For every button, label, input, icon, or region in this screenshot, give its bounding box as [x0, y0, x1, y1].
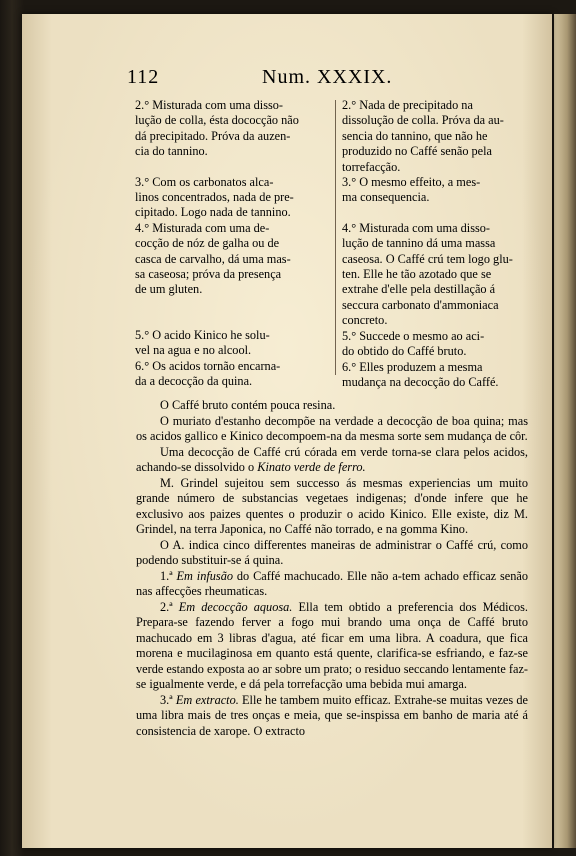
main-text: [136, 398, 528, 739]
column-divider: [335, 100, 336, 375]
left-line: lução de colla, ésta dococção não: [135, 113, 299, 128]
paragraph: O Caffé bruto contém pouca resina.: [160, 398, 336, 412]
right-line: do obtido do Caffé bruto.: [342, 344, 467, 359]
right-line: seccura carbonato d'ammoniaca: [342, 297, 499, 312]
right-line: dissolução de colla. Próva da au-: [342, 113, 504, 128]
left-line: linos concentrados, nada de pre-: [135, 190, 294, 205]
page-number: 112: [127, 66, 160, 88]
paragraph: [136, 445, 528, 476]
left-line: sa caseosa; próva da presença: [135, 267, 282, 282]
left-line: 5.° O acido Kinico he solu-: [135, 327, 270, 342]
left-spacer: [135, 313, 330, 328]
right-line: 5.° Succede o mesmo ao aci-: [342, 328, 485, 343]
left-line: dá precipitado. Próva da auzen-: [135, 128, 291, 143]
item-number: 3.ª: [160, 692, 173, 707]
left-spacer: [135, 160, 330, 175]
right-line: 2.° Nada de precipitado na: [342, 98, 473, 112]
paragraph-text: Ella tem obtido a preferencia dos Médicos. Prepara-se fazendo ferver a fogo mui brando uma onça de Caffé bruto machucado em 3 libras d'agua, até ficar em uma libra. A coadura, que fica morena e mucilaginosa em quanto está quente, clarifica-se esfriando, e faz-se verde estando exposta ao ar sobre um prato; o residuo seccando lentamente faz-se igualmente verde, e dá pela torrefacção uma bebida mui amarga.: [136, 599, 528, 691]
right-line: concreto.: [342, 313, 388, 328]
paragraph: M. Grindel sujeitou sem successo ás mesmas experiencias um muito grande número de substancias vegetaes indigenas; d'onde infere que he exclusivo aos paizes quentes o produzir o acido Kinico. Elle existe, diz M. Grindel, na terra Japonica, no Caffé não torrado, e na gomma Kino.: [136, 475, 528, 536]
left-line: 4.° Misturada com uma de-: [135, 220, 270, 235]
italic-term: Em decocção aquosa.: [178, 599, 293, 614]
italic-term: Em extracto.: [175, 692, 239, 707]
paragraph: [136, 693, 528, 740]
right-line: torrefacção.: [342, 159, 401, 174]
right-line: sencia do tannino, que não he: [342, 128, 488, 143]
right-line: lução de tannino dá uma massa: [342, 236, 496, 251]
right-line: 4.° Misturada com uma disso-: [342, 220, 491, 235]
right-line: extrahe d'elle pela destillação á: [342, 282, 496, 297]
right-line: caseosa. O Caffé crú tem logo glu-: [342, 251, 513, 266]
right-line: 6.° Elles produzem a mesma: [342, 359, 483, 374]
left-line: cia do tannino.: [135, 144, 208, 159]
left-line: casca de carvalho, dá uma mas-: [135, 251, 291, 266]
left-line: vel na agua e no alcool.: [135, 343, 252, 358]
item-number: 2.ª: [160, 599, 173, 614]
left-line: de um gluten.: [135, 282, 203, 297]
paragraph: [136, 569, 528, 600]
paragraph-text: Elle he tambem muito efficaz. Extrahe-se muitas vezes de uma libra mais de tres onças e meia, que se-inspissa em banho de maria até á consistencia de xarope. O extracto: [136, 692, 528, 738]
left-spacer: [135, 298, 330, 313]
page-edge: [554, 14, 576, 848]
item-number: 1.ª: [160, 568, 173, 583]
right-spacer: [342, 206, 534, 221]
left-line: 6.° Os acidos tornão encarna-: [135, 358, 281, 373]
right-line: 3.° O mesmo effeito, a mes-: [342, 175, 481, 190]
paragraph-text: Uma decocção de Caffé crú córada em verde torna-se clara pelos acidos, achando-se dissolvido o: [136, 444, 528, 474]
italic-term: Kinato verde de ferro.: [257, 460, 366, 474]
paragraph: O A. indica cinco differentes maneiras de administrar o Caffé crú, como podendo substituir-se á quina.: [136, 537, 528, 567]
left-line: cipitado. Logo nada de tannino.: [135, 205, 291, 220]
page-header: [0, 66, 576, 92]
left-column: [135, 98, 330, 390]
left-line: cocção de nóz de galha ou de: [135, 236, 280, 251]
left-line: 3.° Com os carbonatos alca-: [135, 174, 274, 189]
right-line: produzido no Caffé senão pela: [342, 144, 493, 159]
paragraph: [136, 600, 528, 693]
italic-term: Em infusão: [176, 568, 234, 583]
page-title: Num. XXXIX.: [262, 66, 393, 88]
right-line: mudança na decocção do Caffé.: [342, 374, 499, 389]
left-line: 2.° Misturada com uma disso-: [135, 98, 284, 112]
right-column: [342, 98, 534, 390]
right-line: ma consequencia.: [342, 190, 430, 205]
paragraph: O muriato d'estanho decompõe na verdade a decocção de boa quina; mas os acidos gallico e Kinico decompoem-na da mesma sorte sem mudança de côr.: [136, 413, 528, 443]
left-line: da a decocção da quina.: [135, 374, 253, 389]
right-line: ten. Elle he tão azotado que se: [342, 267, 492, 282]
paragraph-text: do Caffé machucado. Elle não a-tem achado efficaz senão nas affecções rheumaticas.: [136, 568, 529, 598]
